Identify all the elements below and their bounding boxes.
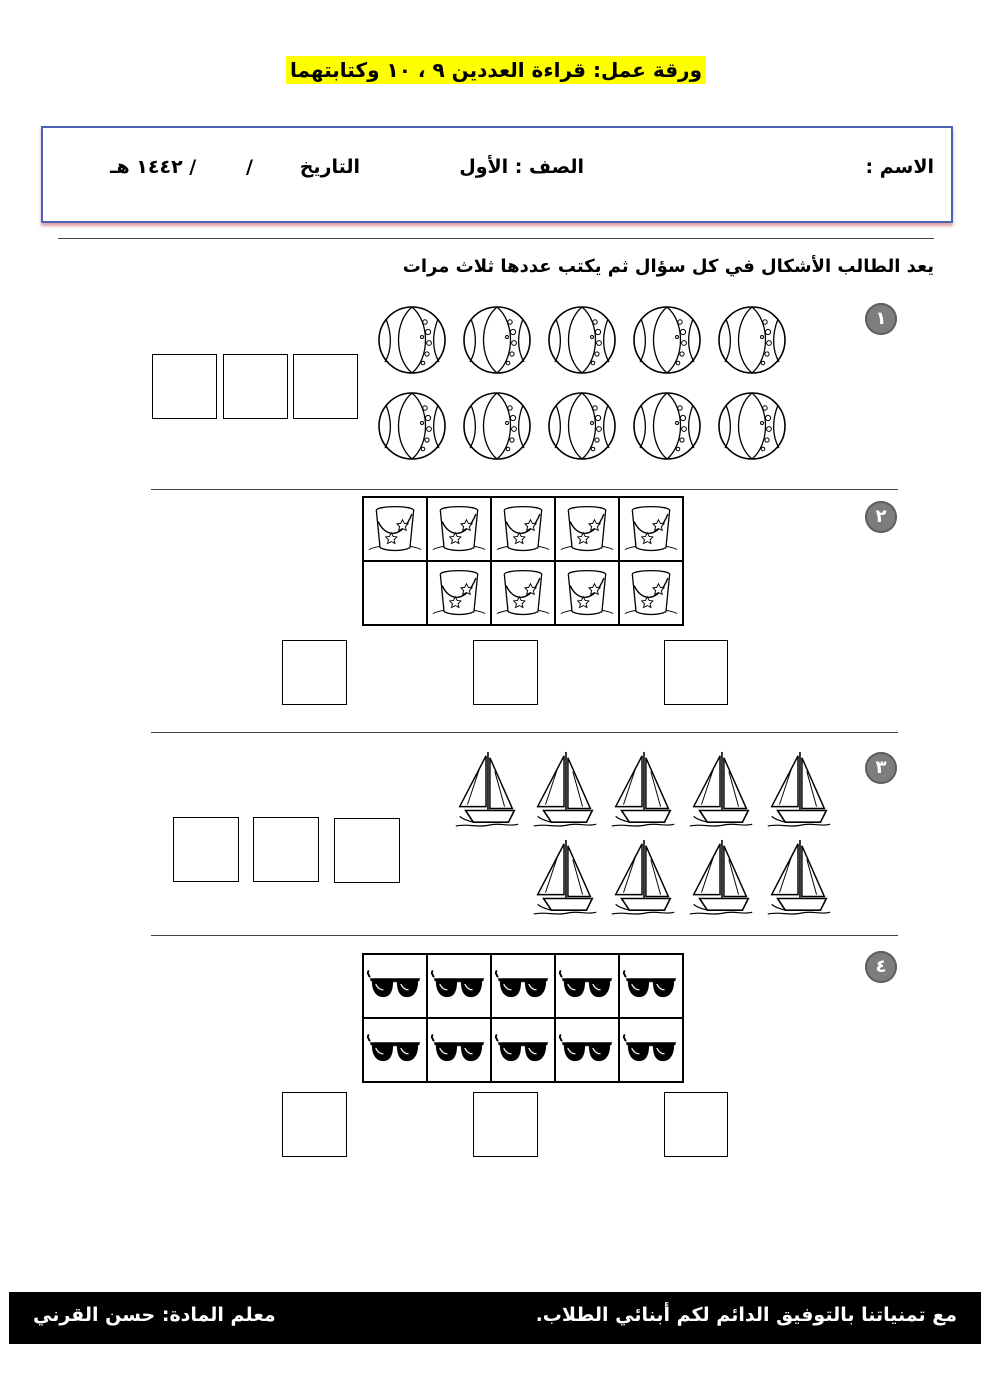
frame-cell <box>555 497 619 561</box>
answer-box-1c[interactable] <box>293 354 358 419</box>
date-slash: / <box>246 156 253 178</box>
frame-cell <box>619 954 683 1018</box>
sailboat-icon <box>690 840 752 914</box>
frame-cell <box>491 497 555 561</box>
frame-cell <box>363 954 427 1018</box>
date-year: / ١٤٤٢ هـ <box>110 156 197 178</box>
beach-balls-group <box>376 304 788 464</box>
bucket-icon <box>431 565 487 621</box>
beach-ball-icon <box>549 393 615 459</box>
sunglasses-icon <box>622 969 680 1003</box>
question-number-3: ٣ <box>865 752 897 784</box>
sailboat-icon <box>534 840 596 914</box>
sailboats-group <box>455 750 835 920</box>
beach-ball-icon <box>464 393 530 459</box>
beach-ball-icon <box>549 307 615 373</box>
frame-cell <box>427 561 491 625</box>
bucket-icon <box>495 501 551 557</box>
frame-cell <box>427 954 491 1018</box>
beach-ball-icon <box>634 307 700 373</box>
answer-box-1a[interactable] <box>152 354 217 419</box>
buckets-ten-frame <box>362 496 684 626</box>
answer-box-2b[interactable] <box>473 640 538 705</box>
answer-box-3b[interactable] <box>253 817 319 882</box>
beach-ball-icon <box>719 307 785 373</box>
question-divider-1 <box>151 489 898 490</box>
answer-box-4a[interactable] <box>282 1092 347 1157</box>
frame-cell <box>363 497 427 561</box>
frame-cell <box>619 497 683 561</box>
worksheet-title <box>0 58 992 82</box>
footer-bar <box>9 1292 981 1344</box>
sailboat-icon <box>456 752 518 826</box>
answer-box-2a[interactable] <box>282 640 347 705</box>
frame-cell <box>555 561 619 625</box>
answer-box-3c[interactable] <box>334 818 400 883</box>
empty-frame-cell <box>363 561 427 625</box>
bucket-icon <box>623 565 679 621</box>
question-divider-2 <box>151 732 898 733</box>
bucket-icon <box>367 501 423 557</box>
sunglasses-icon <box>366 969 424 1003</box>
sunglasses-icon <box>558 969 616 1003</box>
sailboat-icon <box>768 840 830 914</box>
bucket-icon <box>559 565 615 621</box>
bucket-icon <box>495 565 551 621</box>
frame-cell <box>555 954 619 1018</box>
sunglasses-icon <box>430 969 488 1003</box>
answer-box-1b[interactable] <box>223 354 288 419</box>
frame-cell <box>363 1018 427 1082</box>
frame-cell <box>619 1018 683 1082</box>
beach-ball-icon <box>634 393 700 459</box>
answer-box-2c[interactable] <box>664 640 728 705</box>
question-number-2: ٢ <box>865 501 897 533</box>
footer-teacher: معلم المادة: حسن القرني <box>33 1304 276 1326</box>
bucket-icon <box>623 501 679 557</box>
frame-cell <box>491 1018 555 1082</box>
sailboats <box>455 750 835 920</box>
frame-cell <box>555 1018 619 1082</box>
frame-cell <box>619 561 683 625</box>
beach-ball-icon <box>719 393 785 459</box>
frame-cell <box>491 561 555 625</box>
answer-box-4c[interactable] <box>664 1092 728 1157</box>
sunglasses-icon <box>494 1033 552 1067</box>
answer-box-4b[interactable] <box>473 1092 538 1157</box>
header-divider <box>58 238 934 239</box>
sunglasses-icon <box>430 1033 488 1067</box>
frame-cell <box>427 1018 491 1082</box>
name-label: الاسم : <box>865 156 934 178</box>
frame-cell <box>491 954 555 1018</box>
sailboat-icon <box>534 752 596 826</box>
sailboat-icon <box>612 840 674 914</box>
sunglasses-icon <box>494 969 552 1003</box>
beach-ball-icon <box>464 307 530 373</box>
date-label: التاريخ <box>299 156 360 178</box>
sunglasses-icon <box>622 1033 680 1067</box>
instruction-text: يعد الطالب الأشكال في كل سؤال ثم يكتب عددها ثلاث مرات <box>402 256 934 277</box>
sunglasses-icon <box>558 1033 616 1067</box>
sailboat-icon <box>690 752 752 826</box>
question-number-4: ٤ <box>865 951 897 983</box>
bucket-icon <box>559 501 615 557</box>
sunglasses-ten-frame <box>362 953 684 1083</box>
answer-box-3a[interactable] <box>173 817 239 882</box>
footer-wishes: مع تمنياتنا بالتوفيق الدائم لكم أبنائي الطلاب. <box>535 1304 957 1326</box>
frame-cell <box>427 497 491 561</box>
beach-ball-icon <box>379 307 445 373</box>
sailboat-icon <box>768 752 830 826</box>
title-text: ورقة عمل: قراءة العددين ٩ ، ١٠ وكتابتهما <box>286 56 706 84</box>
bucket-icon <box>431 501 487 557</box>
question-divider-3 <box>151 935 898 936</box>
sailboat-icon <box>612 752 674 826</box>
grade-label: الصف : الأول <box>459 156 584 178</box>
sunglasses-icon <box>366 1033 424 1067</box>
beach-balls <box>376 304 788 464</box>
beach-ball-icon <box>379 393 445 459</box>
question-number-1: ١ <box>865 303 897 335</box>
